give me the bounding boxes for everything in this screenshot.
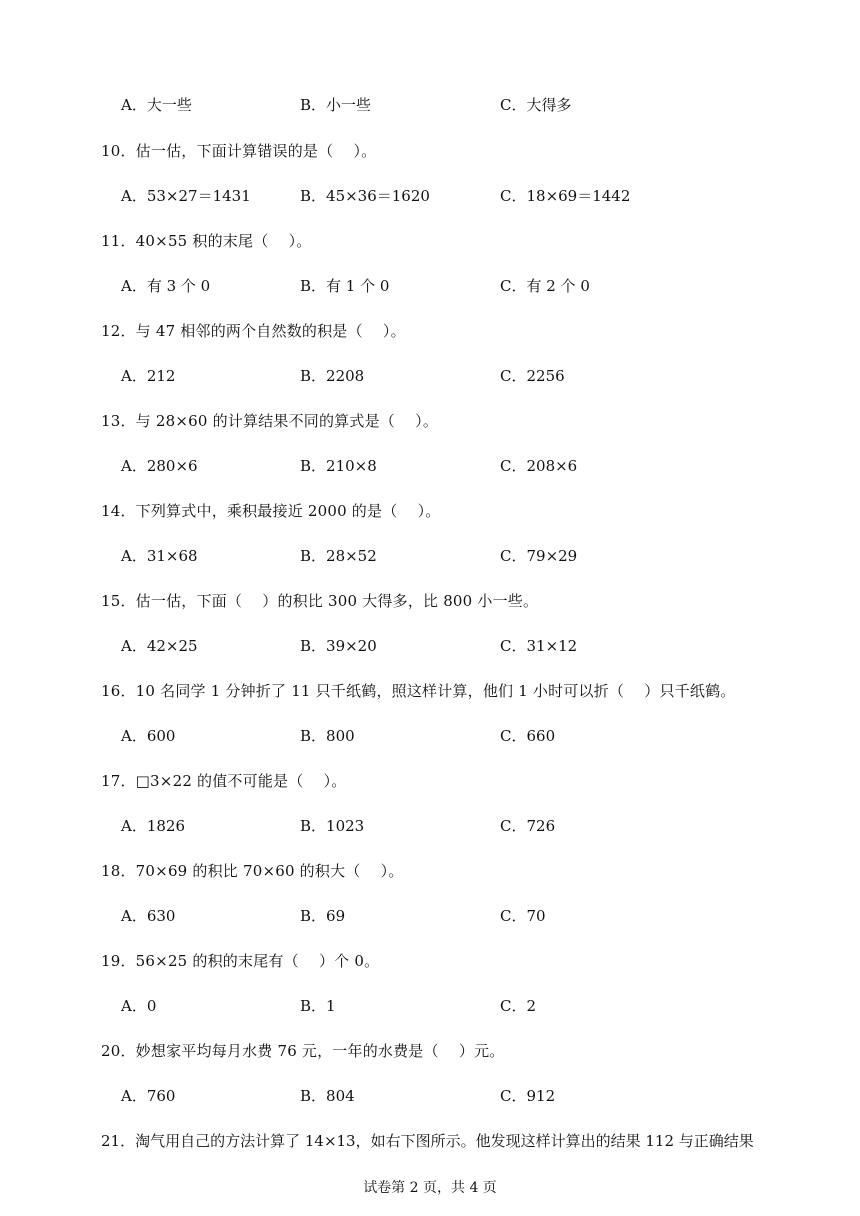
question-21-stem: 21．淘气用自己的方法计算了 14×13，如右下图所示。他发现这样计算出的结果 112 与正确结果 (101, 1132, 754, 1150)
question-list (0, 140, 860, 1130)
option-c: C．31×12 (500, 637, 578, 655)
question-options (0, 725, 860, 745)
question-block (0, 590, 860, 680)
option-a: A．1826 (121, 817, 186, 835)
option-b: B．69 (300, 907, 346, 925)
option-b: B．39×20 (300, 637, 377, 655)
option-b: B．1 (300, 997, 336, 1015)
option-c: C．660 (500, 727, 556, 745)
option-a: A．212 (121, 367, 176, 385)
question-block (0, 1040, 860, 1130)
option-b: B．2208 (300, 367, 365, 385)
question-stem: 18．70×69 的积比 70×60 的积大（ ）。 (101, 862, 404, 880)
option-b: B．有 1 个 0 (300, 277, 390, 295)
option-c: C．有 2 个 0 (500, 277, 590, 295)
question-stem: 14．下列算式中，乘积最接近 2000 的是（ ）。 (101, 502, 441, 520)
question-options (0, 185, 860, 205)
question-stem: 20．妙想家平均每月水费 76 元，一年的水费是（ ）元。 (101, 1042, 505, 1060)
question-stem: 15．估一估，下面（ ）的积比 300 大得多，比 800 小一些。 (101, 592, 539, 610)
question-options (0, 545, 860, 565)
question-options (0, 815, 860, 835)
option-b: B．804 (300, 1087, 355, 1105)
question-stem: 11．40×55 积的末尾（ ）。 (101, 232, 312, 250)
option-c: C．79×29 (500, 547, 578, 565)
question-options (0, 1085, 860, 1105)
option-c: C．2256 (500, 367, 565, 385)
option-a: A．630 (121, 907, 176, 925)
option-c: C．2 (500, 997, 537, 1015)
question-options (0, 275, 860, 295)
question-stem: 10．估一估，下面计算错误的是（ ）。 (101, 142, 377, 160)
option-a: A．280×6 (121, 457, 198, 475)
question-options (0, 365, 860, 385)
question-options (0, 635, 860, 655)
question-block (0, 860, 860, 950)
question-options (0, 905, 860, 925)
option-b: B．1023 (300, 817, 365, 835)
question-stem: 17．□3×22 的值不可能是（ ）。 (101, 772, 347, 790)
question-stem: 12．与 47 相邻的两个自然数的积是（ ）。 (101, 322, 406, 340)
option-b: B．28×52 (300, 547, 377, 565)
option-a: A．600 (121, 727, 176, 745)
option-a: A．31×68 (121, 547, 198, 565)
question-block (0, 410, 860, 500)
page-footer: 试卷第 2 页，共 4 页 (363, 1180, 497, 1196)
option-c: C．726 (500, 817, 556, 835)
question-block (0, 320, 860, 410)
option-b: B．45×36＝1620 (300, 187, 430, 205)
option-a: A．42×25 (121, 637, 198, 655)
question-stem: 16．10 名同学 1 分钟折了 11 只千纸鹤，照这样计算，他们 1 小时可以折（ ）只千纸鹤。 (101, 682, 736, 700)
option-a: A．0 (121, 997, 157, 1015)
question-block (0, 500, 860, 590)
option-b: B．210×8 (300, 457, 377, 475)
option-c: C．18×69＝1442 (500, 187, 631, 205)
option-c: C．大得多 (500, 96, 572, 114)
question-options (0, 455, 860, 475)
question-9-options (0, 94, 860, 114)
question-block (0, 230, 860, 320)
question-block (0, 680, 860, 770)
question-stem: 19．56×25 的积的末尾有（ ）个 0。 (101, 952, 380, 970)
option-a: A．大一些 (121, 96, 192, 114)
question-options (0, 995, 860, 1015)
option-c: C．912 (500, 1087, 556, 1105)
option-a: A．760 (121, 1087, 176, 1105)
option-c: C．208×6 (500, 457, 578, 475)
option-b: B．小一些 (300, 96, 372, 114)
question-block (0, 770, 860, 860)
option-c: C．70 (500, 907, 546, 925)
option-a: A．53×27＝1431 (121, 187, 251, 205)
question-stem: 13．与 28×60 的计算结果不同的算式是（ ）。 (101, 412, 439, 430)
question-block (0, 140, 860, 230)
option-b: B．800 (300, 727, 355, 745)
option-a: A．有 3 个 0 (121, 277, 211, 295)
question-block (0, 950, 860, 1040)
